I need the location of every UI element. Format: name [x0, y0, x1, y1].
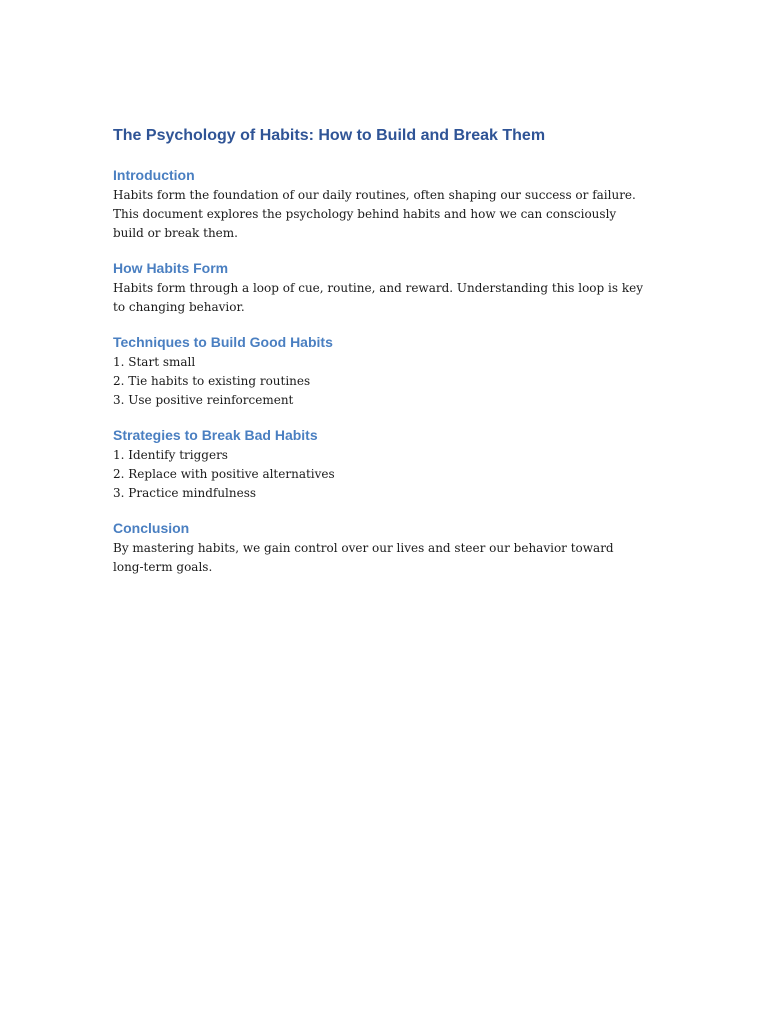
- list-item: 1. Identify triggers: [113, 448, 228, 462]
- section-heading: Strategies to Break Bad Habits: [113, 427, 318, 443]
- section-paragraph: Habits form through a loop of cue, routine, and reward. Understanding this loop is key to changing behavior.: [113, 281, 643, 314]
- section-heading: How Habits Form: [113, 260, 229, 276]
- document-title: The Psychology of Habits: How to Build and Break Them: [113, 127, 546, 144]
- section-paragraph: By mastering habits, we gain control over our lives and steer our behavior toward long-term goals.: [113, 541, 614, 574]
- numbered-list: [113, 353, 643, 410]
- section-how-habits-form: [113, 257, 643, 317]
- section-build-techniques: [113, 331, 643, 410]
- section-paragraph: Habits form the foundation of our daily routines, often shaping our success or failure. This document explores the psychology behind habits and how we can consciously build or break them.: [113, 188, 636, 240]
- section-heading: Conclusion: [113, 520, 190, 536]
- list-item: 3. Practice mindfulness: [113, 486, 257, 500]
- section-heading: Techniques to Build Good Habits: [113, 334, 333, 350]
- document-page: [113, 122, 643, 591]
- list-item: 1. Start small: [113, 355, 196, 369]
- section-introduction: [113, 164, 643, 243]
- list-item: 2. Tie habits to existing routines: [113, 374, 311, 388]
- section-heading: Introduction: [113, 167, 195, 183]
- list-item: 2. Replace with positive alternatives: [113, 467, 335, 481]
- section-conclusion: [113, 517, 643, 577]
- list-item: 3. Use positive reinforcement: [113, 393, 294, 407]
- section-break-strategies: [113, 424, 643, 503]
- numbered-list: [113, 446, 643, 503]
